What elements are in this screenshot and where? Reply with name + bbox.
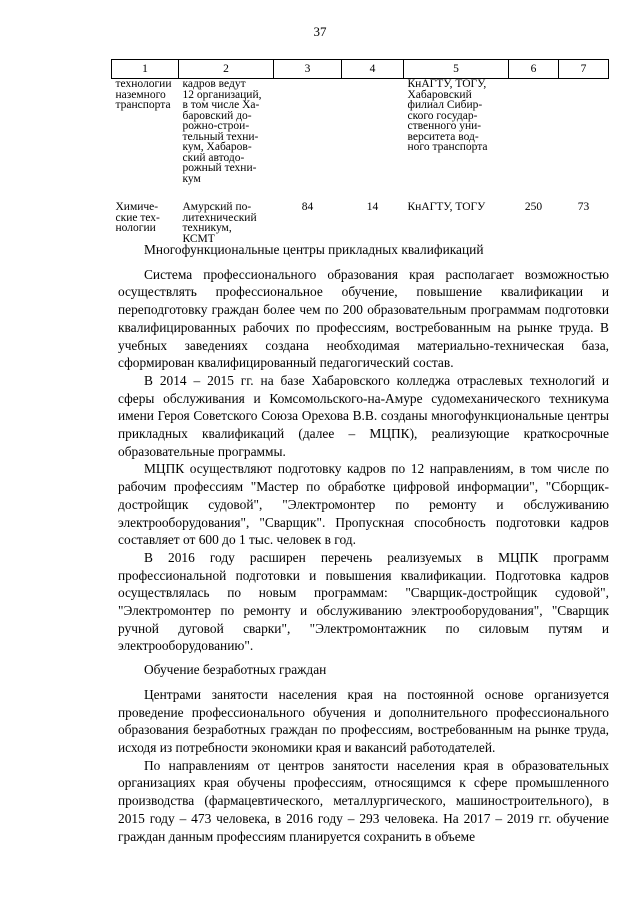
cell-line: рожный техни- xyxy=(182,162,257,174)
table-cell xyxy=(179,79,274,185)
header-cell: 5 xyxy=(404,60,509,79)
cell-line: Химиче- xyxy=(115,201,159,213)
section-heading: Обучение безработных граждан xyxy=(144,662,327,678)
paragraph: По направлениям от центров занятости населения края в образовательных организациях края обучены профессиям, относящимся к сфере промышленного производства (фармацевтического, металлургического, машиностроительного), в 2015 году – 473 человека, в 2016 году – 293 человека. На 2017 – 2019 гг. обучение граждан данным профессиям планируется сохранить в объеме xyxy=(118,757,609,844)
cell-line: ственного уни- xyxy=(407,120,482,132)
cell-line: техникум, xyxy=(182,222,232,234)
paragraph: Система профессионального образования края располагает возможностью осуществлять профессиональное обучение, повышение квалификации и переподготовку граждан более чем по 200 образовательным программам подготовки квалифицированных рабочих по профессиям, востребованным на рынке труда. В учебных заведениях создана необходимая материально-техническая база, сформирован квалифицированный педагогический состав. xyxy=(118,266,609,371)
cell-line: ского государ- xyxy=(407,109,478,122)
paragraph: МЦПК осуществляют подготовку кадров по 12 направлениям, в том числе по рабочим профессиям "Мастер по обработке цифровой информации", "Сборщик-достройщик судовой", "Электромонтер по ремонту и обслуживанию электрооборудования", "Сварщик". Пропускная способность подготовки кадров составляет от 600 до 1 тыс. человек в год. xyxy=(118,461,609,548)
cell-line: транспорта xyxy=(115,99,171,111)
paragraph: В 2014 – 2015 гг. на базе Хабаровского колледжа отраслевых технологий и сферы обслуживания и Комсомольского-на-Амуре судомеханического техникума имени Героя Советского Союза Орехова В.В. созданы многофункциональные центры прикладных квалификаций (далее – МЦПК), реализующие краткосрочные образовательные программы. xyxy=(118,372,609,459)
header-cell: 2 xyxy=(179,60,274,79)
cell-line: ного транспорта xyxy=(407,141,488,153)
cell-line: наземного xyxy=(115,88,166,101)
cell-line: КСМТ xyxy=(182,232,215,245)
cell-line: кадров ведут xyxy=(182,78,246,90)
page-number: 37 xyxy=(313,24,327,39)
cell-line: нологии xyxy=(115,222,156,234)
header-cell: 6 xyxy=(509,60,559,79)
header-cell: 3 xyxy=(274,60,342,79)
cell-line: литехнический xyxy=(182,211,257,224)
table-cell xyxy=(559,79,609,185)
table-cell xyxy=(404,202,509,244)
table-cell: 14 xyxy=(366,201,379,213)
cell-line: Хабаровский xyxy=(407,88,472,101)
cell-line: рожно-строи- xyxy=(182,120,250,132)
table-cell xyxy=(179,202,274,244)
table-cell xyxy=(274,79,342,185)
table-cell: 84 xyxy=(301,201,314,213)
table-cell xyxy=(509,79,559,185)
cell-line: ские тех- xyxy=(115,211,160,224)
table-row xyxy=(112,202,609,244)
header-cell: 4 xyxy=(342,60,404,79)
table-row xyxy=(112,79,609,185)
cell-line: кум xyxy=(182,172,201,185)
cell-line: в том числе Ха- xyxy=(182,99,260,111)
paragraph: Центрами занятости населения края на постоянной основе организуется проведение профессионального обучения и дополнительного профессионального образования безработных граждан по профессиям, востребованным на рынке труда, исходя из потребности экономики края и вакансий работодателей. xyxy=(118,686,609,755)
table-header-row xyxy=(112,60,609,79)
cell-line: ский автодо- xyxy=(182,151,245,164)
header-cell: 1 xyxy=(112,60,179,79)
cell-line: кум, Хабаров- xyxy=(182,141,252,153)
cell-line: верситета вод- xyxy=(407,130,479,143)
training-table xyxy=(111,59,609,244)
cell-line: 12 организаций, xyxy=(182,88,262,101)
table-cell xyxy=(342,79,404,185)
paragraph: В 2016 году расширен перечень реализуемых в МЦПК программ профессиональной подготовки и повышения квалификации. Подготовка кадров осуществлялась по новым программам: "Сварщик-достройщик судовой", "Электромонтер по ремонту и обслуживанию электрооборудования", "Сварщик ручной дуговой сварки", "Электромонтажник по силовым путям и электрооборудованию". xyxy=(118,549,609,654)
document-body xyxy=(118,241,609,845)
table-cell: 250 xyxy=(524,201,543,213)
header-cell: 7 xyxy=(559,60,609,79)
section-heading: Многофункциональные центры прикладных квалификаций xyxy=(144,242,484,257)
cell-line: баровский до- xyxy=(182,109,252,122)
table-cell xyxy=(404,79,509,185)
cell-line: филиал Сибир- xyxy=(407,99,483,111)
cell-line: КнАГТУ, ТОГУ, xyxy=(407,78,487,90)
table-cell xyxy=(112,202,179,244)
cell-line: тельный техни- xyxy=(182,130,259,143)
table-cell xyxy=(112,79,179,185)
cell-line: технологии xyxy=(115,78,172,90)
cell-line: КнАГТУ, ТОГУ xyxy=(407,201,486,213)
table-cell: 73 xyxy=(577,201,590,213)
cell-line: Амурский по- xyxy=(182,201,252,213)
